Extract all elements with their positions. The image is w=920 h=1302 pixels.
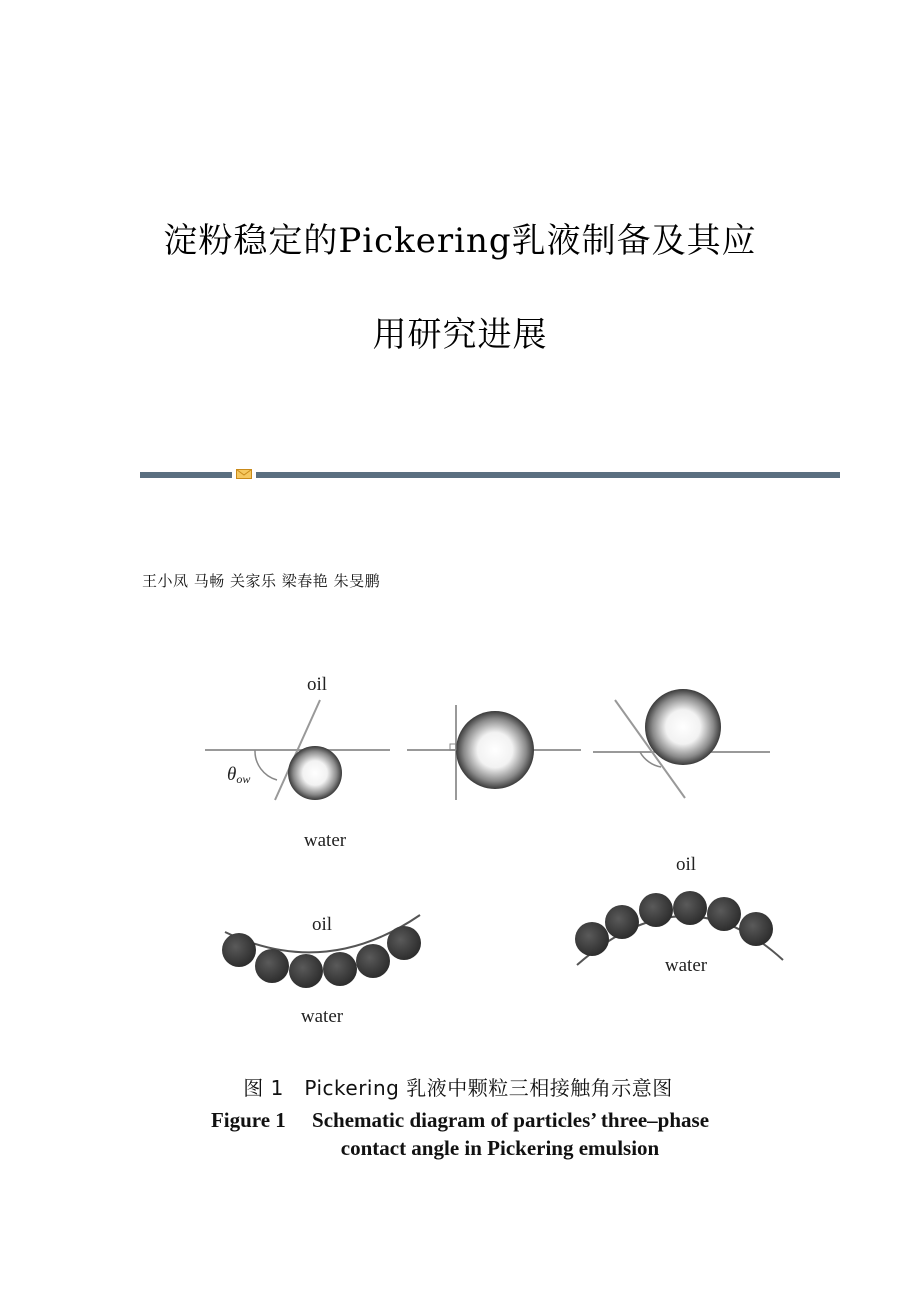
particle-sphere [645, 689, 721, 765]
label-water-top: water [303, 830, 347, 851]
document-title-line-1: 淀粉稳定的Pickering乳液制备及其应 [163, 221, 757, 261]
label-water-bottom-left: water [300, 1006, 344, 1027]
author-list: 王小凤 马畅 关家乐 梁春艳 朱旻鹏 [142, 572, 381, 590]
figure-caption-chinese: 图 1 Pickering 乳液中颗粒三相接触角示意图 [243, 1076, 673, 1100]
divider-bar-left [140, 472, 232, 478]
figure-caption-english-line-1: Figure 1 Schematic diagram of particles’ three–phase [210, 1108, 710, 1132]
label-oil-bottom-left: oil [311, 914, 333, 935]
divider-bar-right [256, 472, 840, 478]
particle-sphere [456, 711, 534, 789]
label-water-bottom-right: water [664, 955, 708, 976]
title-divider [140, 468, 840, 480]
contact-angle-figure [195, 650, 807, 1050]
figure-illustration [195, 650, 807, 1050]
document-title-line-2: 用研究进展 [372, 315, 548, 355]
label-theta: θow [227, 764, 251, 786]
particle-sphere [288, 746, 342, 800]
envelope-icon [236, 468, 252, 480]
label-oil-bottom-right: oil [675, 854, 697, 875]
label-oil-top: oil [306, 674, 328, 695]
figure-caption-english-line-2: contact angle in Pickering emulsion [340, 1136, 660, 1160]
